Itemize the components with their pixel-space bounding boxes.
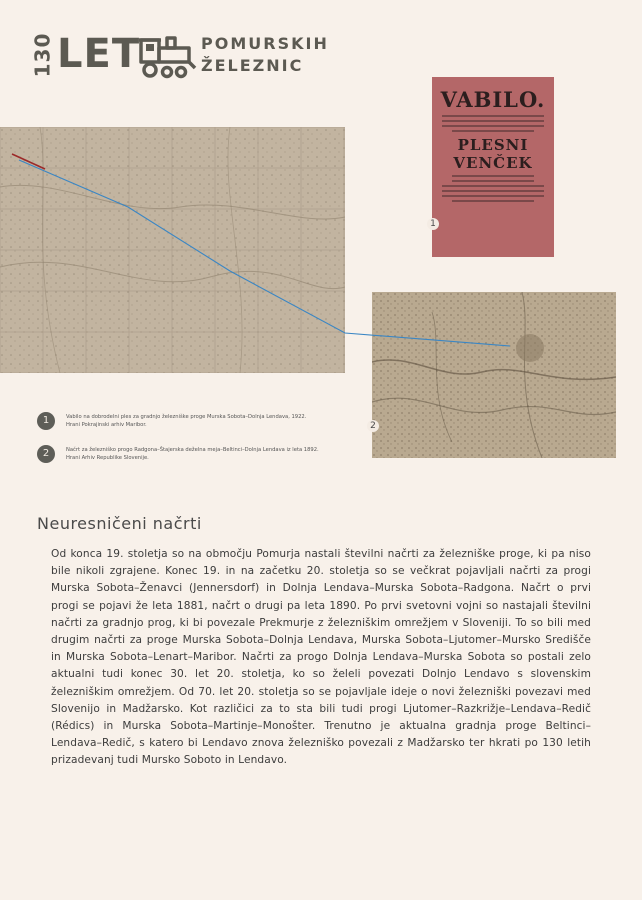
caption-2-text: Načrt za železniško progo Radgona–Štajerska deželna meja–Beltinci–Dolnja Lendava iz leta 1892. [66,447,319,453]
detail-map-badge: 2 [367,420,379,432]
section-heading: Neuresničeni načrti [37,514,202,533]
caption-2-source: Hrani Arhiv Republike Slovenije. [66,455,149,461]
caption-2-number: 2 [37,445,55,463]
logo-number: 130 [30,32,54,78]
poster-title: VABILO. [440,87,546,112]
logo-brand: POMURSKIH ŽELEZNIC [201,34,329,75]
caption-1-text: Vabilo na dobrodelni ples za gradnjo železniške proge Murska Sobota–Dolnja Lendava, 1922. [66,414,307,420]
logo-word: LET [57,31,141,77]
body-paragraph: Od konca 19. stoletja so na območju Pomurja nastali številni načrti za železniške proge, ki pa niso bile nikoli zgrajene. Konec 19. in na začetku 20. stoletja so se večkrat pojavljali načrti za progi Murska Sobota–Ženavci (Jennersdorf) in Dolnja Lendava–Murska Sobota–Radgona. Načrt o prvi progi se pojavi že leta 1881, načrt o drugi pa leta 1890. Po prvi svetovni vojni so nastajali številni načrti za gradnjo prog, ki bi povezale Prekmurje z železniškim omrežjem v Sloveniji. To so bili med drugim načrti za proge Murska Sobota–Dolnja Lendava, Murska Sobota–Ljutomer–Mursko Središče in Murska Sobota–Lenart–Maribor. Načrti za progo Dolnja Lendava–Murska Sobota so postali zelo aktualni tudi konec 30. let 20. stoletja, ko so želeli povezati Dolnjo Lendavo s slovenskim železniškim omrežjem. Od 70. let 20. stoletja so se pojavljale ideje o novi železniški povezavi med Slovenijo in Madžarsko. Kot različici za to sta bili tudi progi Ljutomer–Razkrižje–Lendava–Redič (Rédics) in Murska Sobota–Martinje–Monošter. Trenutno je aktualna gradnja proge Beltinci–Lendava–Redič, s katero bi Lendavo znova železniško povezali z Madžarsko ter hkrati po 130 letih prizadevanj tudi Mursko Soboto in Lendavo. [51,548,591,767]
poster-subtitle: PLESNI VENČEK [453,136,533,172]
poster-badge: 1 [427,218,439,230]
caption-1-source: Hrani Pokrajinski arhiv Maribor. [66,422,147,428]
caption-1-number: 1 [37,412,55,430]
